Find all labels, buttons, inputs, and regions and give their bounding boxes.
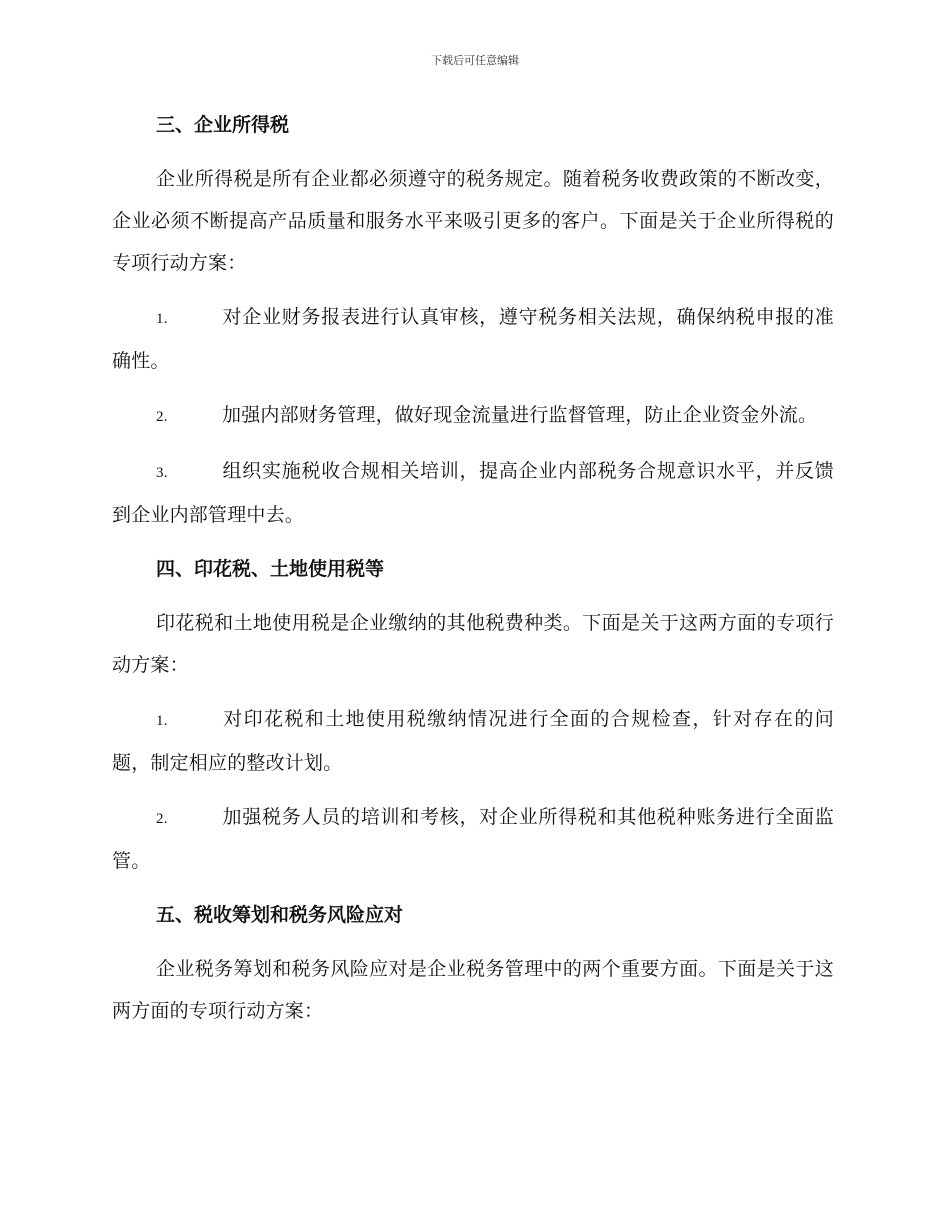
list-item-text: 加强税务人员的培训和考核，对企业所得税和其他税种账务进行全面监管。 — [112, 806, 834, 872]
list-item-number: 3. — [156, 465, 168, 481]
page-header: 下载后可任意编辑 — [431, 54, 519, 67]
section-heading: 四、印花税、土地使用税等 — [156, 558, 385, 580]
list-item-number: 1. — [156, 311, 168, 327]
list-item-text: 组织实施税收合规相关培训，提高企业内部税务合规意识水平，并反馈到企业内部管理中去。 — [112, 460, 834, 526]
list-item-number: 1. — [156, 713, 168, 729]
list-item-number: 2. — [156, 811, 168, 827]
list-item-text: 对印花税和土地使用税缴纳情况进行全面的合规检查，针对存在的问题，制定相应的整改计划。 — [112, 708, 834, 774]
list-item — [112, 450, 834, 536]
list-item — [112, 394, 834, 438]
section-heading: 三、企业所得税 — [156, 114, 290, 136]
list-item-text: 加强内部财务管理，做好现金流量进行监督管理，防止企业资金外流。 — [222, 404, 818, 426]
section-intro: 企业税务筹划和税务风险应对是企业税务管理中的两个重要方面。下面是关于这两方面的专项行动方案： — [112, 958, 834, 1022]
list-item — [112, 698, 834, 784]
list-item-text: 对企业财务报表进行认真审核，遵守税务相关法规，确保纳税申报的准确性。 — [112, 306, 834, 372]
section-heading: 五、税收筹划和税务风险应对 — [156, 904, 404, 926]
section-intro: 印花税和土地使用税是企业缴纳的其他税费种类。下面是关于这两方面的专项行动方案： — [112, 612, 834, 676]
document-body — [112, 104, 834, 1044]
section-intro: 企业所得税是所有企业都必须遵守的税务规定。随着税务收费政策的不断改变，企业必须不断提高产品质量和服务水平来吸引更多的客户。下面是关于企业所得税的专项行动方案： — [112, 168, 834, 274]
list-item-number: 2. — [156, 409, 168, 425]
list-item — [112, 296, 834, 382]
list-item — [112, 796, 834, 882]
